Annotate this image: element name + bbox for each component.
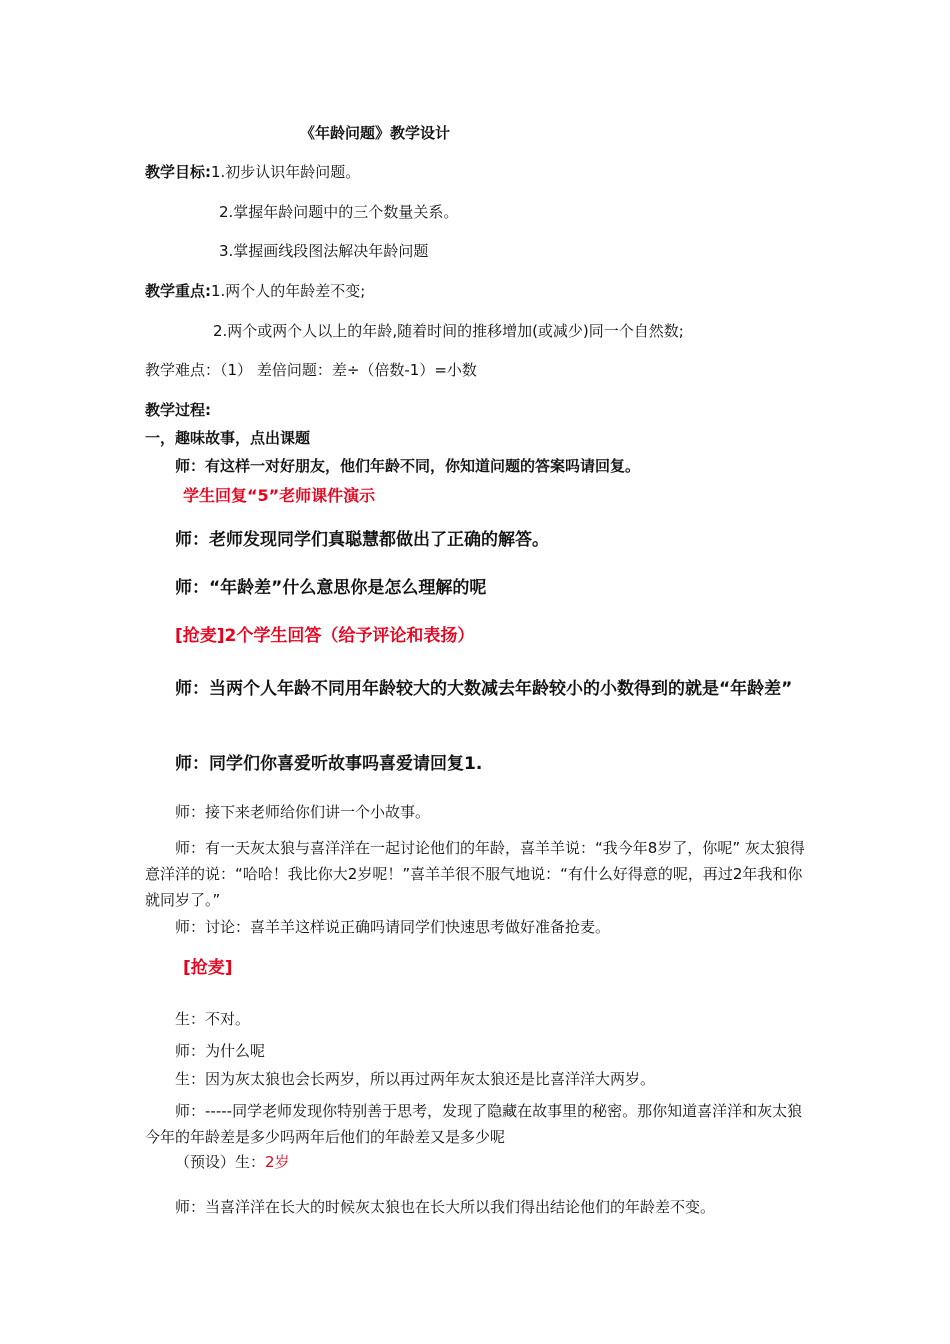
preset-answer-line: [175, 1153, 290, 1172]
student-line: 生：不对。: [175, 1010, 251, 1028]
teaching-difficulty: [145, 361, 477, 380]
story-paragraph: 师：有一天灰太狼与喜洋洋在一起讨论他们的年龄，喜羊羊说：“我今年8岁了，你呢” 灰太狼得意洋洋的说：“哈哈！我比你大2岁呢！”喜羊羊很不服气地说：“有什么好得意的呢，再过2年我和你就同岁了。”: [145, 839, 805, 909]
teacher-line: 师：讨论：喜羊羊这样说正确吗请同学们快速思考做好准备抢麦。: [175, 918, 611, 936]
process-label: 教学过程:: [145, 401, 211, 419]
teaching-goals-label: 教学目标:: [145, 163, 211, 181]
student-line: 生：因为灰太狼也会长两岁，所以再过两年灰太狼还是比喜洋洋大两岁。: [175, 1070, 656, 1088]
teacher-line: 师：-----同学老师发现你特别善于思考，发现了隐藏在故事里的秘密。那你知道喜洋洋和灰太狼今年的年龄差是多少吗两年后他们的年龄差又是多少呢: [145, 1102, 803, 1146]
key-points-label: 教学重点:: [145, 282, 211, 300]
preset-prefix: （预设）生：: [175, 1153, 266, 1171]
teacher-line: 师：同学们你喜爱听故事吗喜爱请回复1.: [175, 754, 483, 774]
teacher-line: 师：为什么呢: [175, 1042, 266, 1060]
document-title: 《年龄问题》教学设计: [300, 124, 451, 142]
teacher-line: 师：“年龄差”什么意思你是怎么理解的呢: [175, 578, 487, 598]
teacher-line: 师：接下来老师给你们讲一个小故事。: [175, 803, 431, 821]
goal-item-3: 3.掌握画线段图法解决年龄问题: [219, 242, 429, 260]
teacher-line: 师：当两个人年龄不同用年龄较大的大数减去年龄较小的小数得到的就是“年龄差”: [175, 679, 793, 699]
grab-mic-note: [抢麦]: [183, 958, 233, 978]
goal-item-1: 1.初步认识年龄问题。: [211, 163, 361, 181]
student-reply-note: 学生回复“5”老师课件演示: [183, 486, 376, 505]
key-points: [145, 282, 365, 301]
key-point-1: 1.两个人的年龄差不变;: [211, 282, 366, 300]
goal-item-2: 2.掌握年龄问题中的三个数量关系。: [219, 203, 459, 221]
section-heading: 一，趣味故事，点出课题: [145, 429, 311, 447]
teaching-goals: [145, 163, 360, 182]
difficulty-text: （1） 差倍问题：差÷（倍数-1）=小数: [220, 361, 477, 379]
teacher-line: 师：老师发现同学们真聪慧都做出了正确的解答。: [175, 530, 549, 550]
difficulty-label: 教学难点：: [145, 361, 221, 379]
teacher-line: 师：有这样一对好朋友，他们年龄不同，你知道问题的答案吗请回复。: [175, 457, 641, 475]
grab-mic-note: [抢麦]2个学生回答（给予评论和表扬）: [175, 626, 475, 646]
preset-answer: 2岁: [265, 1153, 290, 1171]
teacher-line: 师：当喜洋洋在长大的时候灰太狼也在长大所以我们得出结论他们的年龄差不变。: [175, 1198, 716, 1216]
key-point-2: 2.两个或两个人以上的年龄,随着时间的推移增加(或减少)同一个自然数;: [213, 322, 684, 340]
